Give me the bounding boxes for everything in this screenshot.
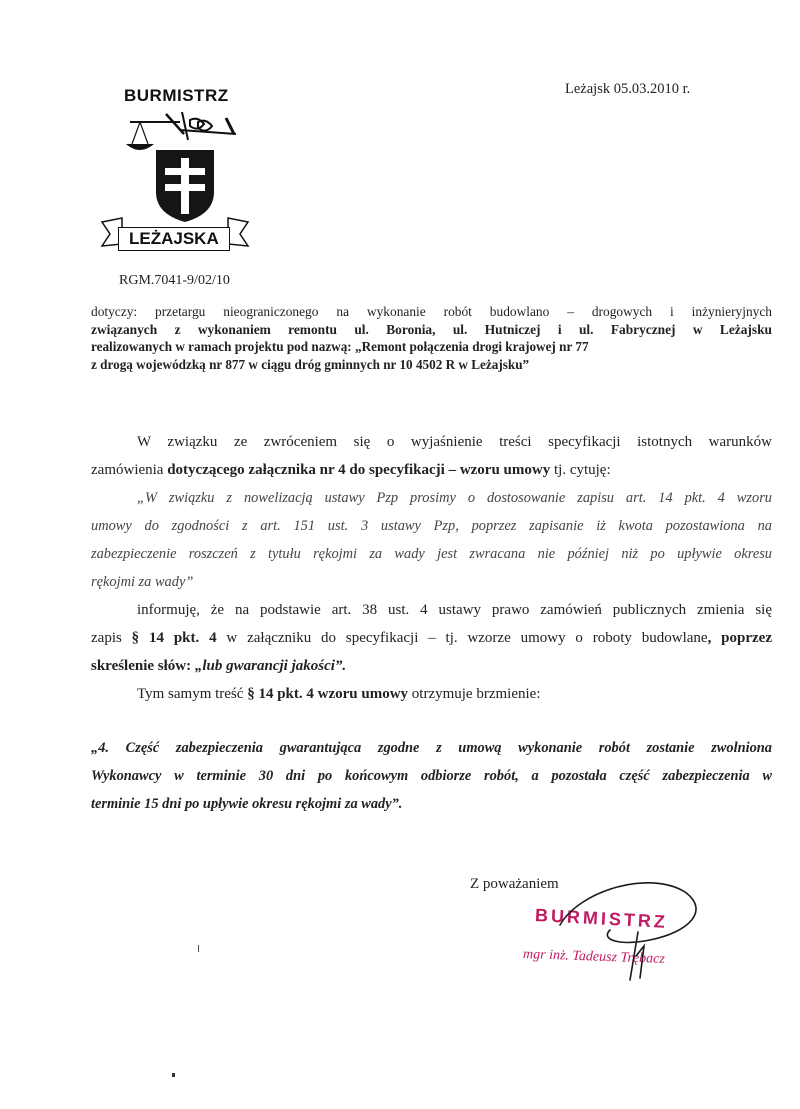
paragraph-3 bbox=[91, 680, 772, 708]
paragraph-2-line-1: informuję, że na podstawie art. 38 ust. 4 ustawy prawo zamówień publicznych zmienia się bbox=[137, 602, 772, 618]
subject-line-2: związanych z wykonaniem remontu ul. Boronia, ul. Hutniczej i ul. Fabrycznej w Leżajsku bbox=[91, 321, 772, 337]
quote-line-4: rękojmi za wady” bbox=[91, 574, 194, 590]
subject-block bbox=[91, 303, 772, 373]
paragraph-2-line-3 bbox=[91, 652, 772, 680]
coat-of-arms-emblem bbox=[118, 110, 248, 225]
amended-clause-line-3: terminie 15 dni po upływie okresu rękojmi za wady”. bbox=[91, 796, 403, 812]
reference-number: RGM.7041-9/02/10 bbox=[119, 273, 230, 288]
amended-clause bbox=[91, 734, 772, 818]
subject-line-4: z drogą wojewódzką nr 877 w ciągu dróg gminnych nr 10 4502 R w Leżajsku” bbox=[91, 356, 530, 372]
bold-segment: , poprzez bbox=[707, 630, 772, 646]
crest-banner: LEŻAJSKA bbox=[118, 227, 230, 251]
paragraph-1-line-1: W związku ze zwróceniem się o wyjaśnienie treści specyfikacji istotnych warunków bbox=[137, 434, 772, 450]
text-segment: otrzymuje brzmienie: bbox=[408, 686, 541, 702]
bold-segment: dotyczącego załącznika nr 4 do specyfikacji – wzoru umowy bbox=[167, 462, 551, 478]
bold-segment: § 14 pkt. 4 wzoru umowy bbox=[247, 686, 409, 702]
bold-italic-segment: „lub gwarancji jakości”. bbox=[194, 658, 347, 674]
text-segment: zamówienia bbox=[91, 462, 168, 478]
subject-line-3: realizowanych w ramach projektu pod nazwą: „Remont połączenia drogi krajowej nr 77 bbox=[91, 339, 589, 354]
stamp-title: BURMISTRZ bbox=[534, 905, 669, 932]
text-segment: tj. cytuję: bbox=[550, 462, 611, 478]
paragraph-2-line-2 bbox=[91, 624, 772, 652]
letter-body bbox=[91, 428, 772, 708]
quote-line-1: „W związku z nowelizacją ustawy Pzp prosimy o dostosowanie zapisu art. 14 pkt. 4 wzoru bbox=[137, 490, 772, 506]
paragraph-1-line-2 bbox=[91, 456, 772, 484]
bold-segment: § 14 pkt. 4 bbox=[131, 630, 217, 646]
text-segment: zapis bbox=[91, 630, 132, 646]
bold-segment: skreślenie słów: bbox=[91, 658, 195, 674]
stamp-name: mgr inż. Tadeusz Trębacz bbox=[522, 947, 666, 967]
handwritten-signature bbox=[540, 870, 730, 1000]
quote-line-2: umowy do zgodności z art. 151 ust. 3 ustawy Pzp, poprzez zapisanie iż kwota pozostawiona na bbox=[91, 518, 772, 534]
text-segment: w załączniku do specyfikacji – tj. wzorze umowy o roboty budowlane bbox=[216, 630, 708, 646]
scan-mark bbox=[172, 1073, 175, 1077]
amended-clause-line-2: Wykonawcy w terminie 30 dni po końcowym odbiorze robót, a pozostała część zabezpieczenia w bbox=[91, 768, 772, 784]
closing-salutation: Z poważaniem bbox=[470, 876, 559, 892]
quote-line-3: zabezpieczenie roszczeń z tytułu rękojmi za wady jest zwracana nie później niż po upływie okresu bbox=[91, 546, 772, 562]
scan-mark bbox=[198, 945, 199, 952]
amended-clause-line-1: „4. Część zabezpieczenia gwarantująca zgodne z umową wykonanie robót zostanie zwolniona bbox=[91, 740, 772, 756]
subject-line-1: dotyczy: przetargu nieograniczonego na wykonanie robót budowlano – drogowych i inżynieryjnych bbox=[91, 304, 772, 319]
letter-date: Leżajsk 05.03.2010 r. bbox=[565, 81, 691, 97]
crest-title: BURMISTRZ bbox=[124, 86, 229, 105]
text-segment: Tym samym treść bbox=[137, 686, 248, 702]
